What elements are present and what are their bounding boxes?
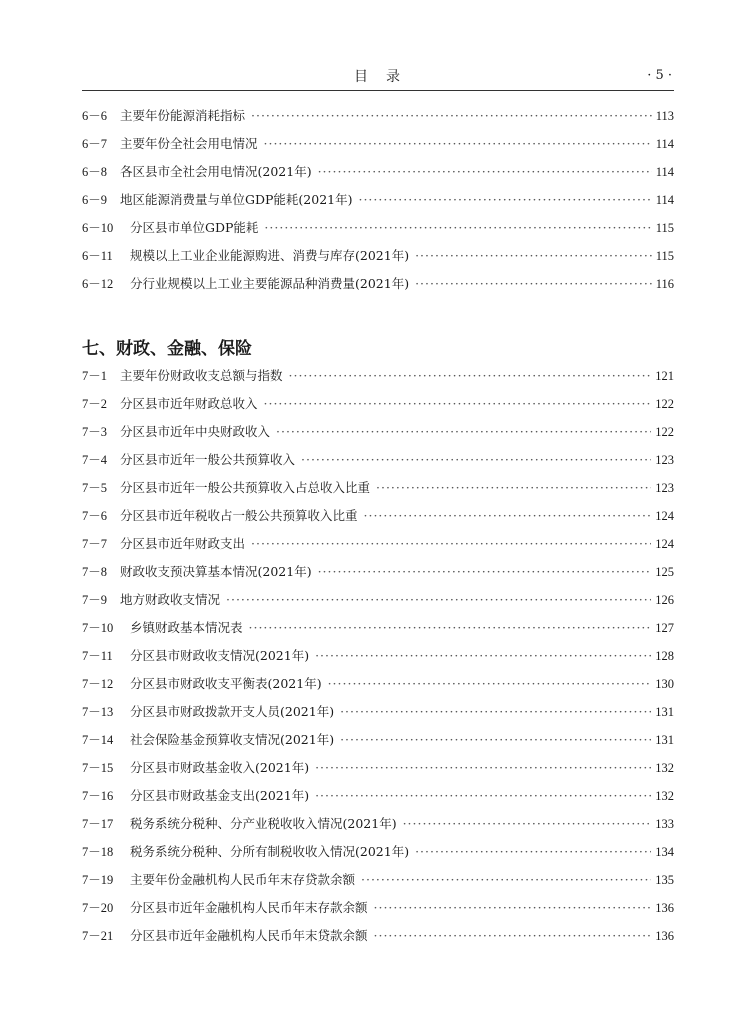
page-number: · 5 · — [647, 68, 672, 83]
leader-dots — [403, 816, 652, 831]
entry-number: 6－11 — [82, 249, 113, 263]
entry-page: 135 — [655, 873, 674, 887]
leader-dots — [340, 704, 651, 719]
leader-dots — [251, 536, 651, 551]
entry-number: 7－6 — [82, 509, 108, 523]
entry-title: 分区县市近年一般公共预算收入 — [120, 452, 296, 467]
toc-entry[interactable] — [82, 134, 674, 156]
entry-number: 7－16 — [82, 789, 114, 803]
toc-entry[interactable] — [82, 646, 674, 668]
leader-dots — [251, 108, 652, 123]
entry-title: 社会保险基金预算收支情况(2021年) — [130, 732, 335, 747]
entry-title: 主要年份全社会用电情况 — [120, 136, 258, 151]
entry-title: 分区县市财政收支情况(2021年) — [130, 648, 310, 663]
entry-number: 7－4 — [82, 453, 108, 467]
toc-entry[interactable] — [82, 814, 674, 836]
toc-entry[interactable] — [82, 274, 674, 296]
entry-page: 122 — [655, 425, 674, 439]
entry-page: 136 — [655, 929, 674, 943]
entry-title: 分区县市近年金融机构人民币年末存款余额 — [130, 900, 368, 915]
leader-dots — [318, 564, 652, 579]
entry-number: 7－9 — [82, 593, 108, 607]
entry-page: 132 — [655, 789, 674, 803]
entry-number: 6－8 — [82, 165, 108, 179]
toc-entry[interactable] — [82, 590, 674, 612]
toc-entry[interactable] — [82, 422, 674, 444]
leader-dots — [376, 480, 651, 495]
entry-title: 财政收支预决算基本情况(2021年) — [120, 564, 312, 579]
entry-page: 124 — [655, 537, 674, 551]
leader-dots — [289, 368, 652, 383]
leader-dots — [361, 872, 651, 887]
leader-dots — [415, 248, 652, 263]
entry-page: 132 — [655, 761, 674, 775]
entry-number: 7－20 — [82, 901, 114, 915]
entry-page: 133 — [655, 817, 674, 831]
toc-entry[interactable] — [82, 618, 674, 640]
entry-title: 分区县市近年财政支出 — [120, 536, 246, 551]
entry-page: 126 — [655, 593, 674, 607]
entry-number: 7－2 — [82, 397, 108, 411]
toc-entry[interactable] — [82, 702, 674, 724]
leader-dots — [301, 452, 651, 467]
entry-title: 主要年份能源消耗指标 — [120, 108, 246, 123]
entry-title: 分区县市单位GDP能耗 — [130, 220, 259, 235]
leader-dots — [249, 620, 652, 635]
leader-dots — [364, 508, 652, 523]
leader-dots — [340, 732, 651, 747]
leader-dots — [315, 760, 651, 775]
entry-page: 123 — [655, 481, 674, 495]
leader-dots — [358, 192, 651, 207]
entry-number: 7－18 — [82, 845, 114, 859]
entry-number: 7－10 — [82, 621, 114, 635]
entry-title: 税务系统分税种、分所有制税收收入情况(2021年) — [130, 844, 410, 859]
leader-dots — [264, 136, 652, 151]
entry-page: 127 — [655, 621, 674, 635]
entry-number: 6－12 — [82, 277, 114, 291]
running-header-title: 目 录 — [354, 69, 402, 85]
toc-entry[interactable] — [82, 674, 674, 696]
leader-dots — [374, 900, 652, 915]
entry-number: 7－5 — [82, 481, 108, 495]
entry-page: 130 — [655, 677, 674, 691]
leader-dots — [328, 676, 652, 691]
entry-page: 113 — [655, 109, 674, 123]
toc-entry[interactable] — [82, 562, 674, 584]
entry-page: 114 — [655, 193, 674, 207]
entry-page: 125 — [655, 565, 674, 579]
entry-number: 7－17 — [82, 817, 114, 831]
entry-number: 7－19 — [82, 873, 114, 887]
entry-page: 131 — [655, 705, 674, 719]
entry-number: 7－21 — [82, 929, 114, 943]
entry-number: 7－3 — [82, 425, 108, 439]
entry-title: 地方财政收支情况 — [120, 592, 221, 607]
entry-number: 7－11 — [82, 649, 113, 663]
toc-entry[interactable] — [82, 842, 674, 864]
entry-number: 6－9 — [82, 193, 108, 207]
entry-title: 分区县市近年税收占一般公共预算收入比重 — [120, 508, 358, 523]
toc-entry[interactable] — [82, 246, 674, 268]
toc-entry[interactable] — [82, 870, 674, 892]
toc-entry[interactable] — [82, 926, 674, 948]
toc-entry[interactable] — [82, 758, 674, 780]
leader-dots — [264, 396, 652, 411]
toc-entry[interactable] — [82, 190, 674, 212]
entry-title: 地区能源消费量与单位GDP能耗(2021年) — [120, 192, 353, 207]
toc-entry[interactable] — [82, 730, 674, 752]
toc-entry[interactable] — [82, 366, 674, 388]
entry-number: 6－10 — [82, 221, 114, 235]
entry-title: 乡镇财政基本情况表 — [130, 620, 243, 635]
entry-title: 规模以上工业企业能源购进、消费与库存(2021年) — [130, 248, 410, 263]
entry-title: 税务系统分税种、分产业税收收入情况(2021年) — [130, 816, 397, 831]
toc-entry[interactable] — [82, 898, 674, 920]
entry-number: 6－6 — [82, 109, 108, 123]
entry-page: 114 — [655, 137, 674, 151]
entry-page: 123 — [655, 453, 674, 467]
entry-title: 分区县市近年金融机构人民币年末贷款余额 — [130, 928, 368, 943]
leader-dots — [315, 788, 651, 803]
entry-number: 7－7 — [82, 537, 108, 551]
entry-title: 各区县市全社会用电情况(2021年) — [120, 164, 312, 179]
entry-number: 7－8 — [82, 565, 108, 579]
toc-entry[interactable] — [82, 218, 674, 240]
toc-entry[interactable] — [82, 786, 674, 808]
entry-page: 131 — [655, 733, 674, 747]
entry-number: 6－7 — [82, 137, 108, 151]
entry-page: 115 — [655, 221, 674, 235]
leader-dots — [415, 844, 651, 859]
entry-title: 分区县市财政收支平衡表(2021年) — [130, 676, 322, 691]
entry-page: 114 — [655, 165, 674, 179]
leader-dots — [315, 648, 651, 663]
leader-dots — [226, 592, 651, 607]
entry-page: 122 — [655, 397, 674, 411]
page-header — [82, 64, 674, 91]
entry-title: 分区县市财政拨款开支人员(2021年) — [130, 704, 335, 719]
entry-page: 115 — [655, 249, 674, 263]
entry-title: 分区县市近年中央财政收入 — [120, 424, 271, 439]
entry-title: 分区县市近年财政总收入 — [120, 396, 258, 411]
entry-title: 分行业规模以上工业主要能源品种消费量(2021年) — [130, 276, 410, 291]
entry-page: 124 — [655, 509, 674, 523]
entry-page: 116 — [655, 277, 674, 291]
entry-number: 7－13 — [82, 705, 114, 719]
entry-title: 分区县市财政基金支出(2021年) — [130, 788, 310, 803]
toc-entry[interactable] — [82, 162, 674, 184]
entry-title: 分区县市财政基金收入(2021年) — [130, 760, 310, 775]
entry-number: 7－1 — [82, 369, 108, 383]
leader-dots — [318, 164, 652, 179]
toc-entry[interactable] — [82, 534, 674, 556]
entry-number: 7－12 — [82, 677, 114, 691]
entry-number: 7－15 — [82, 761, 114, 775]
leader-dots — [374, 928, 652, 943]
leader-dots — [264, 220, 651, 235]
toc-entry[interactable] — [82, 394, 674, 416]
entry-title: 主要年份金融机构人民币年末存贷款余额 — [130, 872, 356, 887]
toc-entry[interactable] — [82, 450, 674, 472]
entry-page: 121 — [655, 369, 674, 383]
toc-entry[interactable] — [82, 506, 674, 528]
entry-page: 136 — [655, 901, 674, 915]
toc-entry[interactable] — [82, 106, 674, 128]
leader-dots — [415, 276, 652, 291]
entry-title: 主要年份财政收支总额与指数 — [120, 368, 283, 383]
entry-page: 134 — [655, 845, 674, 859]
entry-title: 分区县市近年一般公共预算收入占总收入比重 — [120, 480, 371, 495]
toc-entry[interactable] — [82, 478, 674, 500]
leader-dots — [276, 424, 651, 439]
section-heading: 七、财政、金融、保险 — [82, 339, 252, 359]
entry-page: 128 — [655, 649, 674, 663]
entry-number: 7－14 — [82, 733, 114, 747]
